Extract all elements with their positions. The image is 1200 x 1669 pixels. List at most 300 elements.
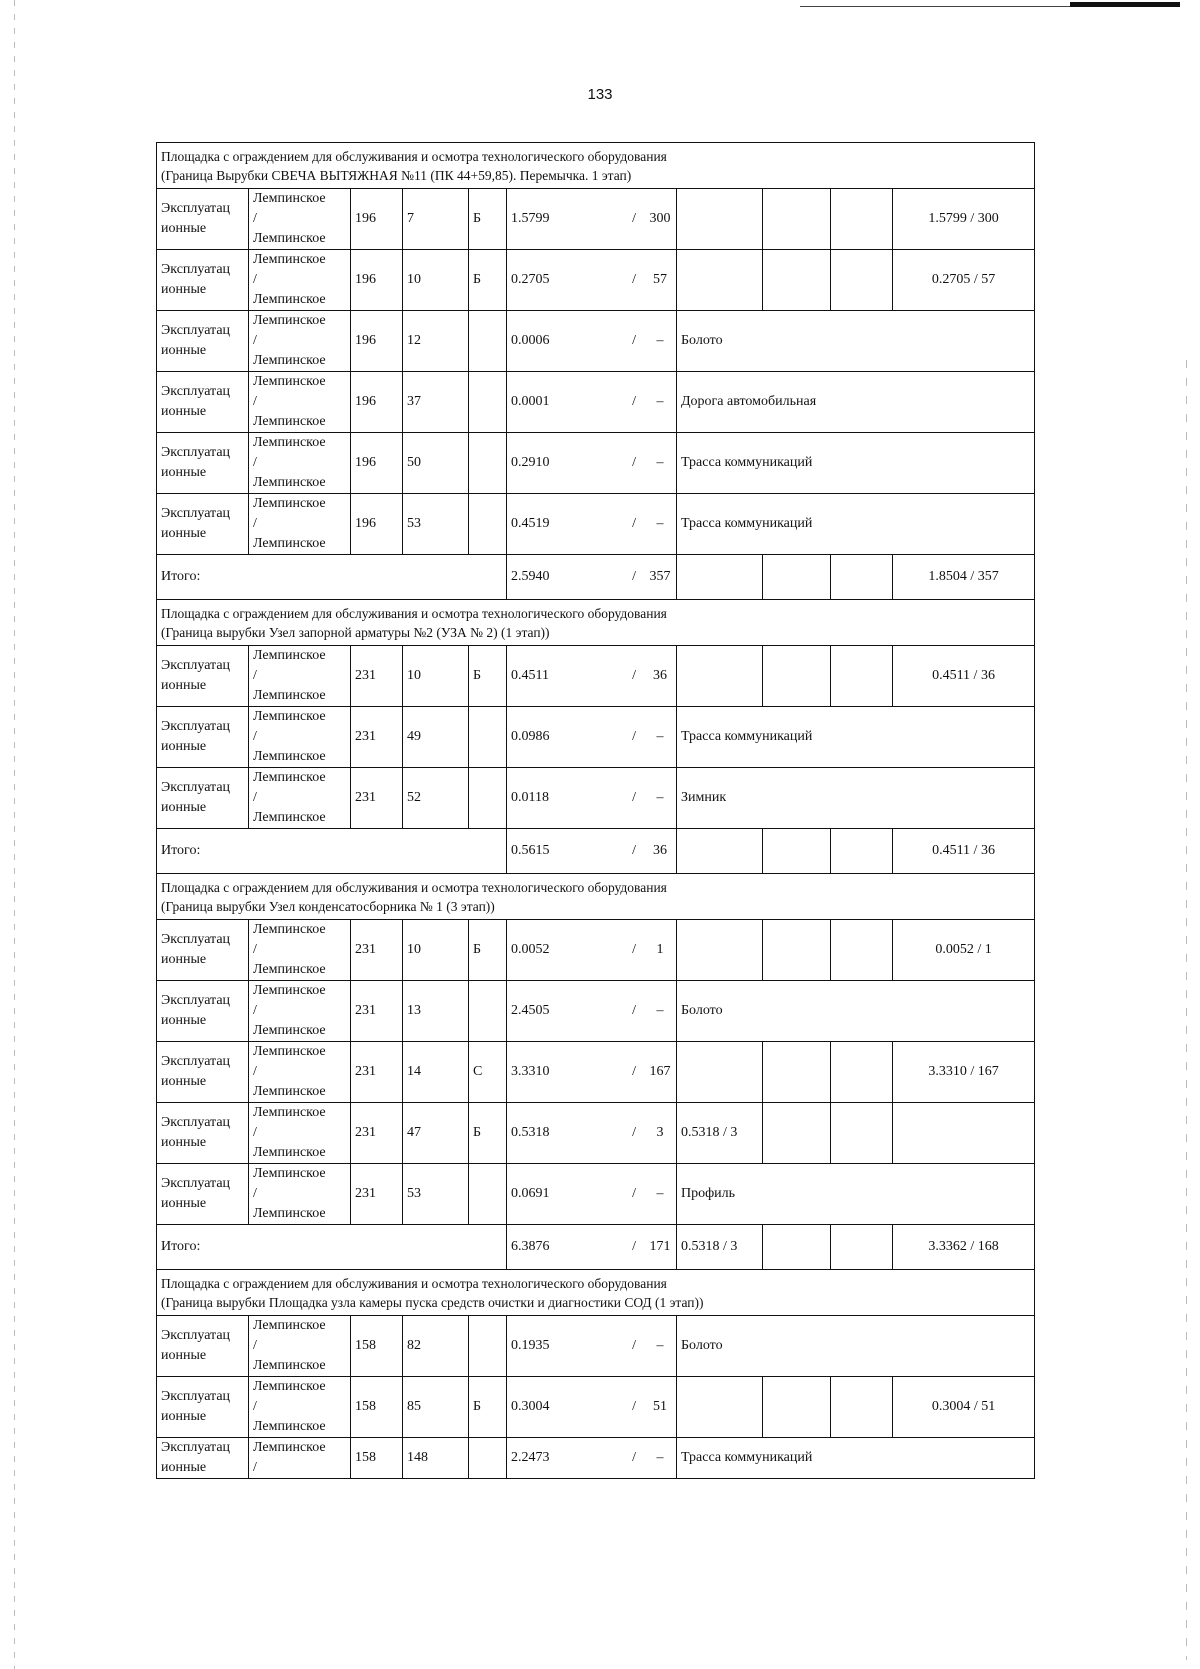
quarter-number: 196: [351, 372, 403, 433]
forest-kind-line: Эксплуатац: [161, 1176, 231, 1191]
forestry-line: /: [253, 1125, 257, 1140]
plantation-value: 3: [656, 1125, 664, 1140]
forestry-name: [249, 311, 351, 372]
plantation-value: 167: [649, 1064, 671, 1079]
forestry-name: [249, 372, 351, 433]
table-row: [157, 1103, 1035, 1164]
note-cell: [677, 250, 763, 311]
table-row: [157, 1164, 1035, 1225]
forest-kind: [157, 1316, 249, 1377]
plantation-value: 36: [653, 843, 667, 858]
plantation-value: –: [656, 729, 664, 744]
empty-cell: [763, 1225, 831, 1270]
plot-number: 12: [403, 311, 469, 372]
category: Б: [469, 189, 507, 250]
section-title-line: (Граница вырубки Площадка узла камеры пуска средств очистки и диагностики СОД (1 этап)): [161, 1294, 704, 1310]
area-value: 0.0691: [511, 1186, 550, 1201]
forest-kind-line: Эксплуатац: [161, 1054, 231, 1069]
forestry-line: Лемпинское: [253, 1105, 326, 1120]
plantation-value: –: [656, 1003, 664, 1018]
area-value: 2.4505: [511, 1003, 550, 1018]
forest-kind-line: Эксплуатац: [161, 506, 231, 521]
quarter-number: 231: [351, 920, 403, 981]
forest-kind-line: ионные: [161, 465, 207, 480]
forestry-line: Лемпинское: [253, 292, 326, 307]
section-title-line: Площадка с ограждением для обслуживания и осмотра технологического оборудования: [161, 148, 667, 164]
total-final-value: 0.4511 / 36: [893, 829, 1035, 874]
top-rule-bar: [1070, 2, 1180, 7]
forestry-name: [249, 981, 351, 1042]
plot-number: 52: [403, 768, 469, 829]
forestry-line: /: [253, 668, 257, 683]
forestry-line: Лемпинское: [253, 1206, 326, 1221]
total-row: [157, 1225, 1035, 1270]
area-separator: /: [632, 1450, 636, 1465]
total-area-cell: [507, 1225, 677, 1270]
plantation-value: –: [656, 455, 664, 470]
empty-cell: [831, 555, 893, 600]
quarter-number: 231: [351, 981, 403, 1042]
area-cell: [507, 707, 677, 768]
forestry-name: [249, 1438, 351, 1479]
forestry-line: Лемпинское: [253, 810, 326, 825]
final-value: 3.3310 / 167: [893, 1042, 1035, 1103]
plantation-value: –: [656, 790, 664, 805]
area-cell: [507, 1316, 677, 1377]
area-value: 0.0006: [511, 333, 550, 348]
plot-number: 13: [403, 981, 469, 1042]
forestry-line: Лемпинское: [253, 374, 326, 389]
area-cell: [507, 1164, 677, 1225]
final-value: 0.3004 / 51: [893, 1377, 1035, 1438]
forestry-line: /: [253, 333, 257, 348]
forest-kind: [157, 311, 249, 372]
forest-kind: [157, 707, 249, 768]
quarter-number: 231: [351, 1042, 403, 1103]
forest-kind: [157, 1103, 249, 1164]
forest-kind-line: Эксплуатац: [161, 201, 231, 216]
area-separator: /: [632, 211, 636, 226]
forestry-line: Лемпинское: [253, 475, 326, 490]
forestry-line: Лемпинское: [253, 414, 326, 429]
land-note: Болото: [677, 981, 1035, 1042]
quarter-number: 158: [351, 1377, 403, 1438]
quarter-number: 231: [351, 1164, 403, 1225]
forest-kind-line: Эксплуатац: [161, 1115, 231, 1130]
forestry-line: /: [253, 1003, 257, 1018]
plantation-value: –: [656, 1450, 664, 1465]
table-row: [157, 920, 1035, 981]
plot-number: 47: [403, 1103, 469, 1164]
area-value: 0.2705: [511, 272, 550, 287]
forest-kind: [157, 646, 249, 707]
total-label: Итого:: [157, 555, 507, 600]
area-value: 2.5940: [511, 569, 550, 584]
note-cell: [677, 1042, 763, 1103]
forestry-line: Лемпинское: [253, 313, 326, 328]
empty-cell: [763, 250, 831, 311]
area-separator: /: [632, 942, 636, 957]
forestry-name: [249, 1377, 351, 1438]
quarter-number: 231: [351, 768, 403, 829]
area-value: 3.3310: [511, 1064, 550, 1079]
forestry-name: [249, 494, 351, 555]
plot-number: 14: [403, 1042, 469, 1103]
quarter-number: 231: [351, 646, 403, 707]
forestry-line: Лемпинское: [253, 709, 326, 724]
forestry-line: Лемпинское: [253, 1419, 326, 1434]
land-note: Трасса коммуникаций: [677, 707, 1035, 768]
table-row: [157, 433, 1035, 494]
area-cell: [507, 189, 677, 250]
total-note: 0.5318 / 3: [677, 1225, 763, 1270]
forestry-line: /: [253, 455, 257, 470]
table-row: [157, 494, 1035, 555]
plot-number: 7: [403, 189, 469, 250]
area-cell: [507, 1377, 677, 1438]
note-cell: [677, 1377, 763, 1438]
table-row: [157, 981, 1035, 1042]
forest-kind-line: ионные: [161, 221, 207, 236]
total-row: [157, 555, 1035, 600]
land-note: Профиль: [677, 1164, 1035, 1225]
empty-cell: [831, 1225, 893, 1270]
empty-cell: [763, 1103, 831, 1164]
forestry-line: Лемпинское: [253, 252, 326, 267]
area-separator: /: [632, 1064, 636, 1079]
plot-number: 37: [403, 372, 469, 433]
total-label: Итого:: [157, 829, 507, 874]
area-cell: [507, 1438, 677, 1479]
total-final-value: 3.3362 / 168: [893, 1225, 1035, 1270]
empty-cell: [763, 920, 831, 981]
plantation-value: 57: [653, 272, 667, 287]
forestry-line: /: [253, 1064, 257, 1079]
empty-cell: [763, 189, 831, 250]
area-cell: [507, 1042, 677, 1103]
area-value: 0.4511: [511, 668, 549, 683]
forestry-name: [249, 189, 351, 250]
final-value: 1.5799 / 300: [893, 189, 1035, 250]
forest-kind-line: ионные: [161, 282, 207, 297]
forestry-line: Лемпинское: [253, 749, 326, 764]
final-value: 0.0052 / 1: [893, 920, 1035, 981]
section-title: [157, 874, 1035, 920]
forest-kind-line: ионные: [161, 1196, 207, 1211]
empty-cell: [763, 1377, 831, 1438]
forestry-line: Лемпинское: [253, 770, 326, 785]
plantation-value: 300: [649, 211, 671, 226]
plantation-value: 51: [653, 1399, 667, 1414]
forest-kind-line: Эксплуатац: [161, 932, 231, 947]
forestry-line: /: [253, 516, 257, 531]
forestry-line: Лемпинское: [253, 1145, 326, 1160]
forest-kind: [157, 250, 249, 311]
area-value: 1.5799: [511, 211, 550, 226]
area-separator: /: [632, 1003, 636, 1018]
forestry-line: Лемпинское: [253, 1044, 326, 1059]
area-separator: /: [632, 1186, 636, 1201]
forestry-line: /: [253, 211, 257, 226]
table-row: [157, 189, 1035, 250]
empty-cell: [763, 1042, 831, 1103]
empty-cell: [763, 646, 831, 707]
table-row: [157, 311, 1035, 372]
forest-kind-line: ионные: [161, 739, 207, 754]
category: Б: [469, 1377, 507, 1438]
forest-kind-line: ионные: [161, 526, 207, 541]
land-note: Болото: [677, 1316, 1035, 1377]
forestry-line: Лемпинское: [253, 1440, 326, 1455]
plot-number: 49: [403, 707, 469, 768]
table-row: [157, 250, 1035, 311]
forest-kind-line: ионные: [161, 1013, 207, 1028]
area-value: 0.5615: [511, 843, 550, 858]
category: [469, 311, 507, 372]
forest-kind: [157, 1164, 249, 1225]
forest-kind-line: ионные: [161, 1409, 207, 1424]
area-value: 0.0118: [511, 790, 549, 805]
table-row: [157, 768, 1035, 829]
forest-kind: [157, 189, 249, 250]
forest-kind: [157, 1377, 249, 1438]
area-value: 0.3004: [511, 1399, 550, 1414]
forestry-name: [249, 707, 351, 768]
forestry-line: Лемпинское: [253, 231, 326, 246]
section-title-line: (Граница Вырубки СВЕЧА ВЫТЯЖНАЯ №11 (ПК 44+59,85). Перемычка. 1 этап): [161, 167, 632, 183]
empty-cell: [831, 829, 893, 874]
forestry-line: Лемпинское: [253, 983, 326, 998]
forest-kind: [157, 920, 249, 981]
forest-kind-line: ионные: [161, 678, 207, 693]
plot-number: 85: [403, 1377, 469, 1438]
empty-cell: [831, 1103, 893, 1164]
forestry-name: [249, 646, 351, 707]
forest-kind-line: Эксплуатац: [161, 445, 231, 460]
table-row: [157, 1316, 1035, 1377]
scan-edge-left: [14, 0, 15, 1669]
quarter-number: 196: [351, 250, 403, 311]
section-header-row: [157, 143, 1035, 189]
plot-number: 10: [403, 646, 469, 707]
forestry-line: Лемпинское: [253, 1023, 326, 1038]
plot-number: 148: [403, 1438, 469, 1479]
forest-kind: [157, 494, 249, 555]
total-label: Итого:: [157, 1225, 507, 1270]
land-note: Болото: [677, 311, 1035, 372]
category: [469, 372, 507, 433]
category: [469, 1438, 507, 1479]
total-area-cell: [507, 555, 677, 600]
forest-kind-line: Эксплуатац: [161, 993, 231, 1008]
section-header-row: [157, 874, 1035, 920]
area-value: 0.5318: [511, 1125, 550, 1140]
area-separator: /: [632, 1399, 636, 1414]
category: [469, 768, 507, 829]
section-title-line: Площадка с ограждением для обслуживания и осмотра технологического оборудования: [161, 879, 667, 895]
forest-kind-line: Эксплуатац: [161, 658, 231, 673]
forestry-name: [249, 768, 351, 829]
total-note: [677, 555, 763, 600]
category: С: [469, 1042, 507, 1103]
forest-kind-line: ионные: [161, 952, 207, 967]
forest-kind-line: Эксплуатац: [161, 384, 231, 399]
section-title: [157, 143, 1035, 189]
area-separator: /: [632, 790, 636, 805]
area-separator: /: [632, 668, 636, 683]
section-title: [157, 1270, 1035, 1316]
note-cell: [677, 920, 763, 981]
plantation-value: –: [656, 1338, 664, 1353]
forestry-line: Лемпинское: [253, 496, 326, 511]
table-row: [157, 1377, 1035, 1438]
forestry-line: Лемпинское: [253, 688, 326, 703]
forest-kind-line: ионные: [161, 800, 207, 815]
forest-kind-line: ионные: [161, 343, 207, 358]
plot-number: 10: [403, 920, 469, 981]
forestry-line: /: [253, 790, 257, 805]
forest-kind-line: ионные: [161, 1460, 207, 1475]
forestry-line: Лемпинское: [253, 1166, 326, 1181]
category: Б: [469, 646, 507, 707]
plot-number: 53: [403, 494, 469, 555]
forestry-line: /: [253, 394, 257, 409]
empty-cell: [831, 1377, 893, 1438]
land-note: Трасса коммуникаций: [677, 1438, 1035, 1479]
area-separator: /: [632, 333, 636, 348]
note-cell: 0.5318 / 3: [677, 1103, 763, 1164]
area-separator: /: [632, 1125, 636, 1140]
section-header-row: [157, 600, 1035, 646]
forestry-name: [249, 433, 351, 494]
area-cell: [507, 433, 677, 494]
forest-kind-line: Эксплуатац: [161, 1440, 231, 1455]
forest-kind: [157, 1042, 249, 1103]
category: Б: [469, 250, 507, 311]
area-cell: [507, 372, 677, 433]
empty-cell: [831, 646, 893, 707]
forest-kind: [157, 981, 249, 1042]
area-value: 6.3876: [511, 1239, 550, 1254]
section-title: [157, 600, 1035, 646]
category: [469, 494, 507, 555]
area-value: 0.2910: [511, 455, 550, 470]
category: [469, 981, 507, 1042]
plantation-value: 357: [649, 569, 671, 584]
total-note: [677, 829, 763, 874]
empty-cell: [831, 189, 893, 250]
section-title-line: Площадка с ограждением для обслуживания и осмотра технологического оборудования: [161, 1275, 667, 1291]
forestry-name: [249, 920, 351, 981]
note-cell: [677, 646, 763, 707]
forestry-line: Лемпинское: [253, 1358, 326, 1373]
forestry-line: /: [253, 729, 257, 744]
forest-kind: [157, 768, 249, 829]
empty-cell: [763, 829, 831, 874]
forestry-line: Лемпинское: [253, 1318, 326, 1333]
final-value: 0.2705 / 57: [893, 250, 1035, 311]
area-separator: /: [632, 1338, 636, 1353]
forestry-name: [249, 1042, 351, 1103]
section-title-line: Площадка с ограждением для обслуживания и осмотра технологического оборудования: [161, 605, 667, 621]
forest-kind: [157, 372, 249, 433]
note-cell: [677, 189, 763, 250]
forestry-name: [249, 1316, 351, 1377]
forestry-line: /: [253, 1460, 257, 1475]
table-row: [157, 1042, 1035, 1103]
forest-kind-line: ионные: [161, 1135, 207, 1150]
forest-kind-line: ионные: [161, 1074, 207, 1089]
forestry-line: /: [253, 1399, 257, 1414]
empty-cell: [831, 250, 893, 311]
forestry-line: Лемпинское: [253, 435, 326, 450]
forest-kind: [157, 433, 249, 494]
area-cell: [507, 250, 677, 311]
area-cell: [507, 311, 677, 372]
table-row: [157, 707, 1035, 768]
area-cell: [507, 981, 677, 1042]
total-row: [157, 829, 1035, 874]
forest-kind-line: Эксплуатац: [161, 1389, 231, 1404]
forest-kind-line: Эксплуатац: [161, 1328, 231, 1343]
plantation-value: 36: [653, 668, 667, 683]
plot-number: 50: [403, 433, 469, 494]
table-row: [157, 372, 1035, 433]
area-value: 0.0986: [511, 729, 550, 744]
forest-kind-line: ионные: [161, 1348, 207, 1363]
land-note: Трасса коммуникаций: [677, 433, 1035, 494]
forest-kind: [157, 1438, 249, 1479]
category: [469, 433, 507, 494]
area-value: 0.1935: [511, 1338, 550, 1353]
forestry-line: Лемпинское: [253, 922, 326, 937]
area-separator: /: [632, 272, 636, 287]
quarter-number: 158: [351, 1316, 403, 1377]
forest-kind-line: ионные: [161, 404, 207, 419]
quarter-number: 196: [351, 311, 403, 372]
area-separator: /: [632, 843, 636, 858]
forestry-line: /: [253, 1338, 257, 1353]
quarter-number: 231: [351, 1103, 403, 1164]
table-row: [157, 1438, 1035, 1479]
area-value: 2.2473: [511, 1450, 550, 1465]
forestry-line: Лемпинское: [253, 1379, 326, 1394]
forestry-line: Лемпинское: [253, 962, 326, 977]
forestry-line: Лемпинское: [253, 648, 326, 663]
category: Б: [469, 920, 507, 981]
forestry-line: Лемпинское: [253, 536, 326, 551]
empty-cell: [763, 555, 831, 600]
area-separator: /: [632, 516, 636, 531]
forestry-name: [249, 250, 351, 311]
page-number: 133: [587, 86, 613, 103]
forest-kind-line: Эксплуатац: [161, 323, 231, 338]
forest-kind-line: Эксплуатац: [161, 262, 231, 277]
final-value: [893, 1103, 1035, 1164]
plot-number: 82: [403, 1316, 469, 1377]
section-title-line: (Граница вырубки Узел конденсатосборника № 1 (3 этап)): [161, 898, 495, 914]
area-cell: [507, 646, 677, 707]
total-final-value: 1.8504 / 357: [893, 555, 1035, 600]
category: [469, 707, 507, 768]
area-cell: [507, 920, 677, 981]
land-note: Зимник: [677, 768, 1035, 829]
forestry-line: /: [253, 942, 257, 957]
table-row: [157, 646, 1035, 707]
area-separator: /: [632, 455, 636, 470]
plot-number: 53: [403, 1164, 469, 1225]
total-area-cell: [507, 829, 677, 874]
